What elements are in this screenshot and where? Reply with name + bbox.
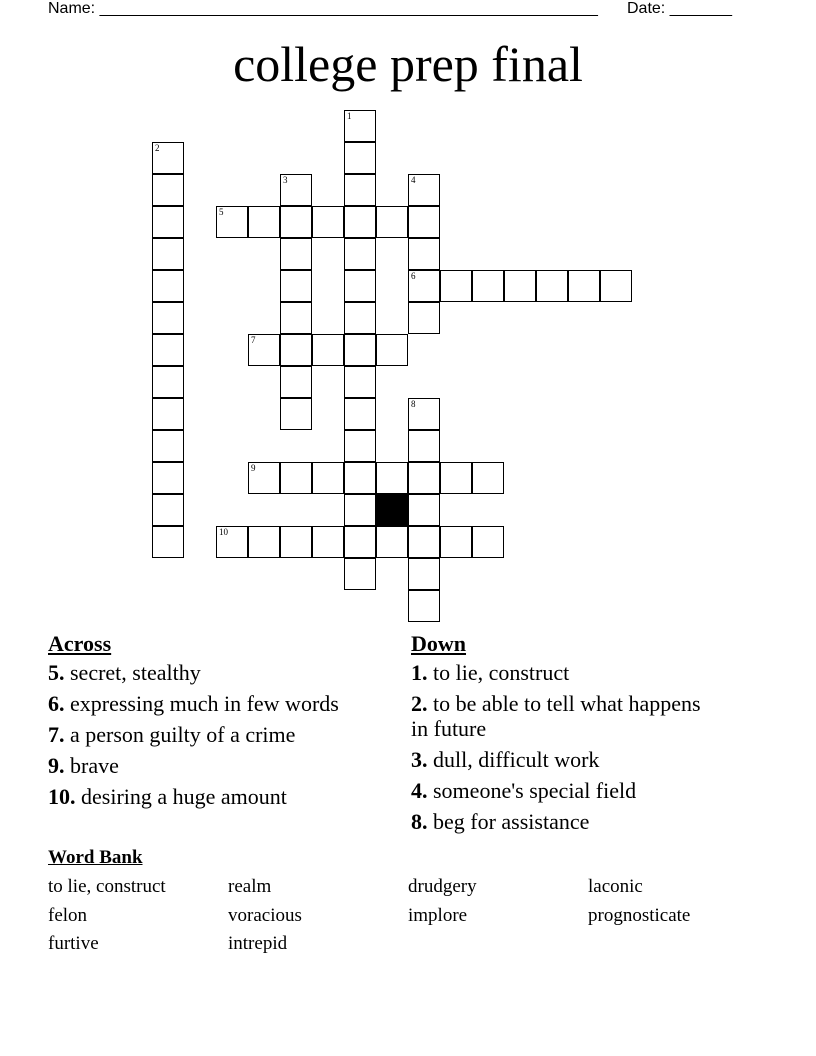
down-clue [411, 809, 711, 834]
clue-number: 4. [411, 778, 428, 803]
crossword-cell[interactable] [472, 270, 504, 302]
crossword-cell[interactable] [344, 366, 376, 398]
name-line: Name: ________________________________________________________ [48, 0, 598, 17]
crossword-cell[interactable] [376, 206, 408, 238]
word-bank-item: drudgery [408, 876, 477, 897]
crossword-cell[interactable] [216, 206, 248, 238]
crossword-cell[interactable] [280, 270, 312, 302]
crossword-cell[interactable] [312, 206, 344, 238]
crossword-cell[interactable] [504, 270, 536, 302]
crossword-cell[interactable] [152, 302, 184, 334]
clue-number: 7. [48, 722, 65, 747]
across-clue [48, 722, 348, 747]
crossword-cell[interactable] [152, 206, 184, 238]
down-clue [411, 660, 711, 685]
down-clue [411, 778, 711, 803]
clue-number: 3. [411, 747, 428, 772]
down-clue [411, 691, 711, 741]
clue-text: expressing much in few words [70, 691, 339, 716]
clue-number: 2. [411, 691, 428, 716]
crossword-cell[interactable] [248, 334, 280, 366]
clue-text: someone's special field [433, 778, 637, 803]
cell-number: 9 [251, 463, 256, 473]
word-bank-item: prognosticate [588, 904, 691, 926]
crossword-cell[interactable] [472, 462, 504, 494]
crossword-cell[interactable] [312, 526, 344, 558]
crossword-cell[interactable] [408, 302, 440, 334]
cell-number: 2 [155, 143, 160, 153]
cell-number: 4 [411, 175, 416, 185]
crossword-cell[interactable] [152, 430, 184, 462]
crossword-cell[interactable] [408, 270, 440, 302]
crossword-cell[interactable] [408, 430, 440, 462]
across-clue [48, 660, 348, 685]
crossword-cell[interactable] [408, 590, 440, 622]
clue-number: 1. [411, 660, 428, 685]
crossword-cell[interactable] [280, 302, 312, 334]
crossword-cell[interactable] [280, 398, 312, 430]
crossword-cell[interactable] [248, 206, 280, 238]
clue-text: beg for assistance [433, 809, 590, 834]
word-bank-item: realm [228, 876, 272, 897]
crossword-cell[interactable] [376, 462, 408, 494]
word-bank-item: furtive [48, 933, 99, 954]
crossword-cell[interactable] [344, 494, 376, 526]
crossword-cell[interactable] [440, 270, 472, 302]
crossword-cell[interactable] [152, 334, 184, 366]
word-bank-item: implore [408, 904, 468, 926]
crossword-cell[interactable] [344, 526, 376, 558]
crossword-cell[interactable] [408, 206, 440, 238]
word-bank-item: voracious [228, 904, 302, 926]
word-bank [48, 874, 768, 960]
crossword-cell[interactable] [408, 494, 440, 526]
crossword-cell[interactable] [152, 398, 184, 430]
word-bank-item: laconic [588, 876, 643, 897]
clue-number: 9. [48, 753, 65, 778]
crossword-cell[interactable] [600, 270, 632, 302]
crossword-cell[interactable] [344, 174, 376, 206]
word-bank-item: to lie, construct [48, 876, 166, 897]
crossword-cell[interactable] [152, 526, 184, 558]
crossword-cell[interactable] [344, 238, 376, 270]
crossword-cell[interactable] [312, 334, 344, 366]
crossword-cell[interactable] [152, 270, 184, 302]
crossword-cell[interactable] [312, 462, 344, 494]
crossword-cell[interactable] [152, 142, 184, 174]
cell-number: 3 [283, 175, 288, 185]
clue-number: 6. [48, 691, 65, 716]
crossword-cell[interactable] [248, 526, 280, 558]
crossword-cell[interactable] [248, 462, 280, 494]
crossword-cell[interactable] [344, 110, 376, 142]
cell-number: 1 [347, 111, 352, 121]
crossword-cell[interactable] [344, 206, 376, 238]
crossword-cell[interactable] [376, 526, 408, 558]
crossword-cell[interactable] [280, 334, 312, 366]
clue-text: to lie, construct [433, 660, 570, 685]
crossword-cell[interactable] [152, 494, 184, 526]
crossword-cell[interactable] [280, 206, 312, 238]
crossword-cell[interactable] [280, 366, 312, 398]
cell-number: 6 [411, 271, 416, 281]
crossword-cell[interactable] [280, 238, 312, 270]
across-heading: Across [48, 631, 112, 656]
clue-number: 5. [48, 660, 65, 685]
down-clues [411, 630, 711, 840]
crossword-cell[interactable] [408, 558, 440, 590]
across-clue [48, 753, 348, 778]
cell-number: 10 [219, 527, 228, 537]
clue-text: to be able to tell what happens in future [411, 691, 701, 741]
crossword-cell[interactable] [216, 526, 248, 558]
black-square [376, 494, 408, 526]
crossword-cell[interactable] [472, 526, 504, 558]
crossword-cell[interactable] [568, 270, 600, 302]
clue-text: dull, difficult work [433, 747, 600, 772]
crossword-cell[interactable] [408, 526, 440, 558]
page-title: college prep final [233, 36, 583, 92]
crossword-cell[interactable] [344, 558, 376, 590]
word-bank-item: felon [48, 904, 88, 926]
clue-number: 10. [48, 784, 76, 809]
cell-number: 5 [219, 207, 224, 217]
cell-number: 7 [251, 335, 256, 345]
crossword-cell[interactable] [344, 270, 376, 302]
crossword-cell[interactable] [344, 334, 376, 366]
crossword-cell[interactable] [152, 238, 184, 270]
crossword-cell[interactable] [408, 462, 440, 494]
across-clues [48, 630, 348, 815]
clue-text: brave [70, 753, 119, 778]
crossword-cell[interactable] [152, 462, 184, 494]
cell-number: 8 [411, 399, 416, 409]
clue-text: desiring a huge amount [81, 784, 287, 809]
crossword-cell[interactable] [408, 238, 440, 270]
word-bank-item: intrepid [228, 933, 288, 954]
date-line: Date: _______ [627, 0, 732, 17]
crossword-cell[interactable] [344, 398, 376, 430]
crossword-cell[interactable] [280, 526, 312, 558]
down-clue [411, 747, 711, 772]
clue-text: a person guilty of a crime [70, 722, 296, 747]
crossword-cell[interactable] [344, 142, 376, 174]
crossword-cell[interactable] [440, 462, 472, 494]
crossword-cell[interactable] [344, 430, 376, 462]
across-clue [48, 784, 348, 809]
crossword-cell[interactable] [408, 174, 440, 206]
crossword-cell[interactable] [152, 366, 184, 398]
down-heading: Down [411, 631, 467, 656]
crossword-cell[interactable] [344, 302, 376, 334]
crossword-cell[interactable] [408, 398, 440, 430]
crossword-cell[interactable] [440, 526, 472, 558]
crossword-cell[interactable] [536, 270, 568, 302]
across-clue [48, 691, 348, 716]
clue-number: 8. [411, 809, 428, 834]
crossword-cell[interactable] [152, 174, 184, 206]
word-bank-heading: Word Bank [48, 847, 143, 868]
crossword-cell[interactable] [280, 174, 312, 206]
clue-text: secret, stealthy [70, 660, 201, 685]
crossword-cell[interactable] [376, 334, 408, 366]
crossword-cell[interactable] [280, 462, 312, 494]
crossword-cell[interactable] [344, 462, 376, 494]
